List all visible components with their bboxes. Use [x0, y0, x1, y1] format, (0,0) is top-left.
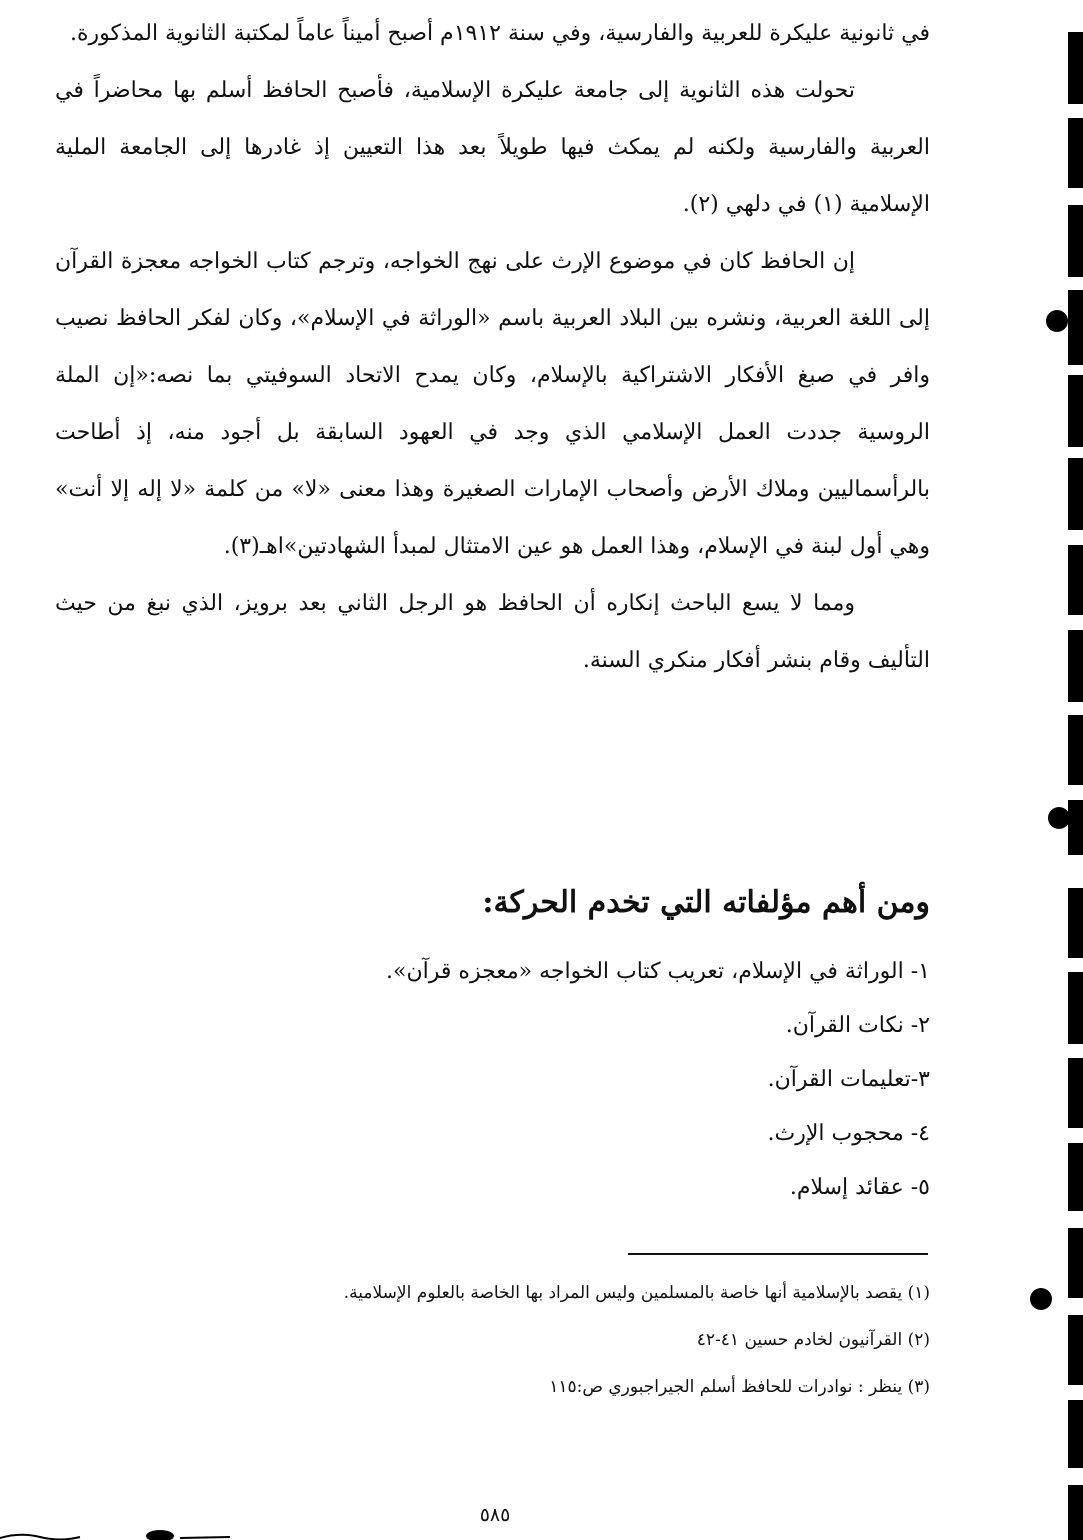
list-item: ٥- عقائد إسلام. — [789, 1175, 930, 1200]
scan-edge-artifact — [0, 1528, 300, 1540]
scan-margin-mark — [1068, 1058, 1083, 1128]
list-item: ١- الوراثة في الإسلام، تعريب كتاب الخواجه «معجزه قرآن». — [386, 959, 930, 984]
scan-margin-mark — [1068, 800, 1083, 855]
scan-margin-mark — [1068, 888, 1083, 958]
scan-margin-mark — [1068, 630, 1083, 702]
scan-margin-mark — [1068, 1315, 1083, 1385]
scan-margin-mark — [1068, 375, 1083, 447]
punch-hole-mark — [1030, 1288, 1052, 1310]
paragraph-1: في ثانونية عليكرة للعربية والفارسية، وفي سنة ١٩١٢م أصبح أميناً عاماً لمكتبة الثانوية المذكورة. — [70, 21, 930, 46]
scan-margin-mark — [1068, 118, 1083, 188]
scan-margin-mark — [1068, 1228, 1083, 1298]
footnote-3: (٣) ينظر : نوادرات للحافظ أسلم الجيراجبوري ص:١١٥ — [549, 1377, 930, 1397]
footnote-2: (٢) القرآنيون لخادم حسين ٤١-٤٢ — [696, 1330, 930, 1350]
scan-margin-mark — [1068, 715, 1083, 785]
footnotes — [100, 1270, 930, 1411]
scan-margin-mark — [1068, 972, 1083, 1044]
footnote-divider — [628, 1253, 928, 1255]
scan-margin-mark — [1068, 290, 1083, 365]
paragraph-4: ومما لا يسع الباحث إنكاره أن الحافظ هو الرجل الثاني بعد برويز، الذي نبغ من حيث التأليف وقام بنشر أفكار منكري السنة. — [55, 591, 930, 673]
scan-margin-mark — [1068, 458, 1083, 530]
list-item: ٢- نكات القرآن. — [785, 1013, 930, 1038]
page-number: ٥٨٥ — [479, 1504, 511, 1526]
works-list — [200, 945, 930, 1215]
section-heading: ومن أهم مؤلفاته التي تخدم الحركة: — [482, 885, 930, 920]
scan-margin-mark — [1068, 545, 1083, 615]
footnote-1: (١) يقصد بالإسلامية أنها خاصة بالمسلمين وليس المراد بها الخاصة بالعلوم الإسلامية. — [343, 1283, 930, 1303]
scan-margin-mark — [1068, 32, 1083, 104]
punch-hole-mark — [1048, 807, 1070, 829]
list-item: ٣-تعليمات القرآن. — [767, 1067, 930, 1092]
scan-margin-mark — [1068, 1400, 1083, 1468]
punch-hole-mark — [1046, 310, 1068, 332]
paragraph-2: تحولت هذه الثانوية إلى جامعة عليكرة الإسلامية، فأصبح الحافظ أسلم بها محاضراً في العربية والفارسية ولكنه لم يمكث فيها طويلاً بعد هذا التعيين إذ غادرها إلى الجامعة الملية الإسلامية (١) في دلهي (٢). — [55, 78, 930, 217]
scan-margin-mark — [1068, 205, 1083, 277]
list-item: ٤- محجوب الإرث. — [767, 1121, 930, 1146]
scan-margin-mark — [1068, 1485, 1083, 1540]
body-text — [55, 5, 930, 689]
scan-margin-mark — [1068, 1143, 1083, 1211]
paragraph-3: إن الحافظ كان في موضوع الإرث على نهج الخواجه، وترجم كتاب الخواجه معجزة القرآن إلى اللغة العربية، ونشره بين البلاد العربية باسم «الوراثة في الإسلام»، وكان لفكر الحافظ نصيب وافر في صبغ الأفكار الاشتراكية بالإسلام، وكان يمدح الاتحاد السوفيتي بما نصه:«إن الملة الروسية جددت العمل الإسلامي الذي وجد في العهود السابقة بل أجود منه، إذ أطاحت بالرأسماليين وملاك الأرض وأصحاب الإمارات الصغيرة وهذا معنى «لا» من كلمة «لا إله إلا أنت» وهي أول لبنة في الإسلام، وهذا العمل هو عين الامتثال لمبدأ الشهادتين»اهـ(٣). — [55, 249, 930, 559]
